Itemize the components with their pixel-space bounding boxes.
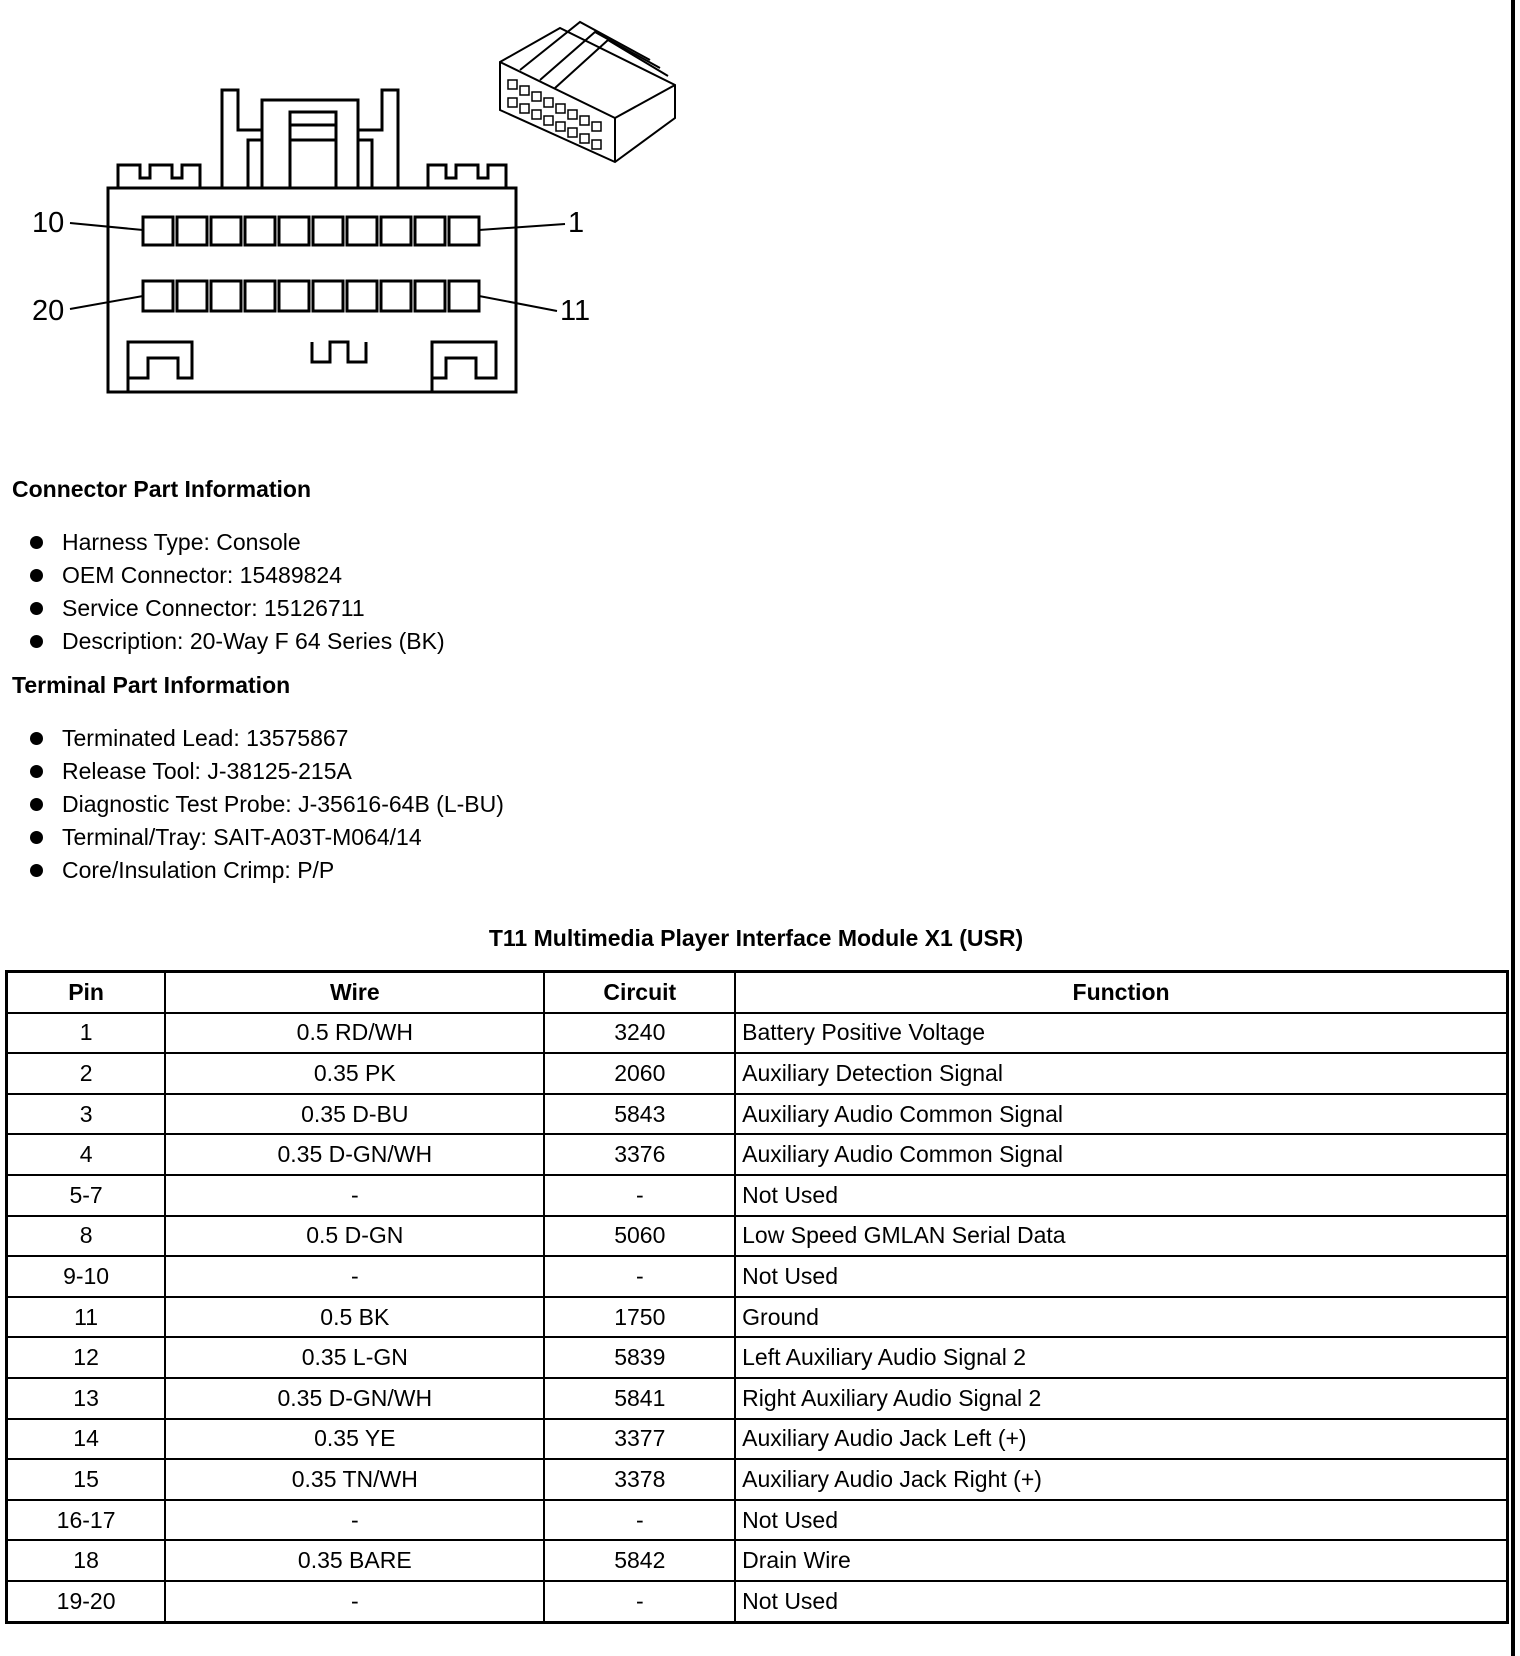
cell-circuit: 3240: [544, 1013, 735, 1054]
cell-circuit: 5841: [544, 1378, 735, 1419]
table-row: [7, 1500, 1508, 1541]
cell-function: Auxiliary Audio Jack Left (+): [735, 1419, 1507, 1460]
connector-face-drawing: [0, 0, 720, 420]
table-row: [7, 1134, 1508, 1175]
cell-wire: 0.35 BARE: [165, 1540, 544, 1581]
cell-wire: 0.35 YE: [165, 1419, 544, 1460]
cell-circuit: -: [544, 1500, 735, 1541]
list-item: Description: 20-Way F 64 Series (BK): [0, 625, 445, 658]
cell-wire: -: [165, 1500, 544, 1541]
bullet-icon: [30, 798, 43, 811]
cell-function: Auxiliary Audio Common Signal: [735, 1134, 1507, 1175]
connector-diagram: [0, 0, 720, 420]
cell-function: Not Used: [735, 1581, 1507, 1622]
cell-circuit: 5060: [544, 1216, 735, 1257]
cell-circuit: 5839: [544, 1337, 735, 1378]
cell-circuit: 3376: [544, 1134, 735, 1175]
cell-wire: 0.5 RD/WH: [165, 1013, 544, 1054]
cell-pin: 9-10: [7, 1256, 166, 1297]
bullet-icon: [30, 732, 43, 745]
pin-label-bottom-left: 20: [32, 295, 65, 327]
cell-function: Low Speed GMLAN Serial Data: [735, 1216, 1507, 1257]
cell-circuit: 3377: [544, 1419, 735, 1460]
cell-pin: 2: [7, 1053, 166, 1094]
bullet-icon: [30, 536, 43, 549]
cell-function: Auxiliary Audio Jack Right (+): [735, 1459, 1507, 1500]
cell-pin: 16-17: [7, 1500, 166, 1541]
table-row: [7, 1053, 1508, 1094]
pin-label-top-left: 10: [32, 207, 65, 239]
cell-wire: 0.35 D-BU: [165, 1094, 544, 1135]
cell-pin: 13: [7, 1378, 166, 1419]
cell-function: Battery Positive Voltage: [735, 1013, 1507, 1054]
cell-function: Not Used: [735, 1500, 1507, 1541]
list-item: Harness Type: Console: [0, 526, 445, 559]
table-row: [7, 1419, 1508, 1460]
cell-wire: 0.5 BK: [165, 1297, 544, 1338]
header-wire: Wire: [165, 972, 544, 1013]
list-item: Terminal/Tray: SAIT-A03T-M064/14: [0, 821, 504, 854]
cell-wire: 0.35 D-GN/WH: [165, 1134, 544, 1175]
cell-circuit: 2060: [544, 1053, 735, 1094]
cell-wire: 0.35 L-GN: [165, 1337, 544, 1378]
cell-function: Ground: [735, 1297, 1507, 1338]
cell-wire: -: [165, 1581, 544, 1622]
table-row: [7, 1581, 1508, 1622]
list-item: Service Connector: 15126711: [0, 592, 445, 625]
pin-table: [5, 970, 1509, 1624]
top-row-cavities: [143, 217, 479, 245]
cell-circuit: -: [544, 1175, 735, 1216]
bullet-icon: [30, 765, 43, 778]
cell-function: Not Used: [735, 1175, 1507, 1216]
table-row: [7, 1094, 1508, 1135]
table-row: [7, 1378, 1508, 1419]
list-item: Terminated Lead: 13575867: [0, 722, 504, 755]
bullet-icon: [30, 635, 43, 648]
bottom-row-cavities: [143, 281, 479, 311]
cell-wire: 0.35 PK: [165, 1053, 544, 1094]
bullet-icon: [30, 569, 43, 582]
table-header-row: [7, 972, 1508, 1013]
cell-pin: 19-20: [7, 1581, 166, 1622]
bullet-icon: [30, 831, 43, 844]
cell-circuit: 3378: [544, 1459, 735, 1500]
cell-function: Drain Wire: [735, 1540, 1507, 1581]
cell-pin: 4: [7, 1134, 166, 1175]
connector-3d-sketch: [500, 22, 675, 162]
cell-circuit: 5843: [544, 1094, 735, 1135]
cell-function: Auxiliary Audio Common Signal: [735, 1094, 1507, 1135]
connector-part-info-list: [0, 526, 445, 658]
cell-pin: 15: [7, 1459, 166, 1500]
header-circuit: Circuit: [544, 972, 735, 1013]
table-row: [7, 1256, 1508, 1297]
terminal-part-info-list: [0, 722, 504, 887]
header-function: Function: [735, 972, 1507, 1013]
cell-pin: 18: [7, 1540, 166, 1581]
table-row: [7, 1459, 1508, 1500]
table-row: [7, 1216, 1508, 1257]
cell-pin: 12: [7, 1337, 166, 1378]
list-item: Core/Insulation Crimp: P/P: [0, 854, 504, 887]
table-row: [7, 1297, 1508, 1338]
cell-circuit: -: [544, 1581, 735, 1622]
cell-wire: 0.35 D-GN/WH: [165, 1378, 544, 1419]
cell-pin: 11: [7, 1297, 166, 1338]
cell-pin: 8: [7, 1216, 166, 1257]
pin-label-top-right: 1: [568, 207, 585, 239]
table-row: [7, 1337, 1508, 1378]
cell-wire: 0.35 TN/WH: [165, 1459, 544, 1500]
cell-function: Right Auxiliary Audio Signal 2: [735, 1378, 1507, 1419]
terminal-part-info-heading: Terminal Part Information: [12, 672, 291, 698]
cell-pin: 14: [7, 1419, 166, 1460]
cell-wire: 0.5 D-GN: [165, 1216, 544, 1257]
cell-function: Not Used: [735, 1256, 1507, 1297]
header-pin: Pin: [7, 972, 166, 1013]
list-item: Release Tool: J-38125-215A: [0, 755, 504, 788]
table-row: [7, 1540, 1508, 1581]
cell-pin: 3: [7, 1094, 166, 1135]
cell-function: Auxiliary Detection Signal: [735, 1053, 1507, 1094]
bullet-icon: [30, 602, 43, 615]
cell-wire: -: [165, 1175, 544, 1216]
cell-pin: 1: [7, 1013, 166, 1054]
cell-pin: 5-7: [7, 1175, 166, 1216]
connector-part-info-heading: Connector Part Information: [12, 476, 312, 502]
list-item: OEM Connector: 15489824: [0, 559, 445, 592]
list-item: Diagnostic Test Probe: J-35616-64B (L-BU): [0, 788, 504, 821]
bullet-icon: [30, 864, 43, 877]
table-row: [7, 1013, 1508, 1054]
cell-wire: -: [165, 1256, 544, 1297]
table-row: [7, 1175, 1508, 1216]
cell-circuit: 5842: [544, 1540, 735, 1581]
pin-table-title: T11 Multimedia Player Interface Module X1 (USR): [488, 925, 1024, 951]
cell-circuit: -: [544, 1256, 735, 1297]
cell-circuit: 1750: [544, 1297, 735, 1338]
page-frame-line: [1511, 0, 1515, 1656]
pin-label-bottom-right: 11: [560, 295, 591, 327]
cell-function: Left Auxiliary Audio Signal 2: [735, 1337, 1507, 1378]
